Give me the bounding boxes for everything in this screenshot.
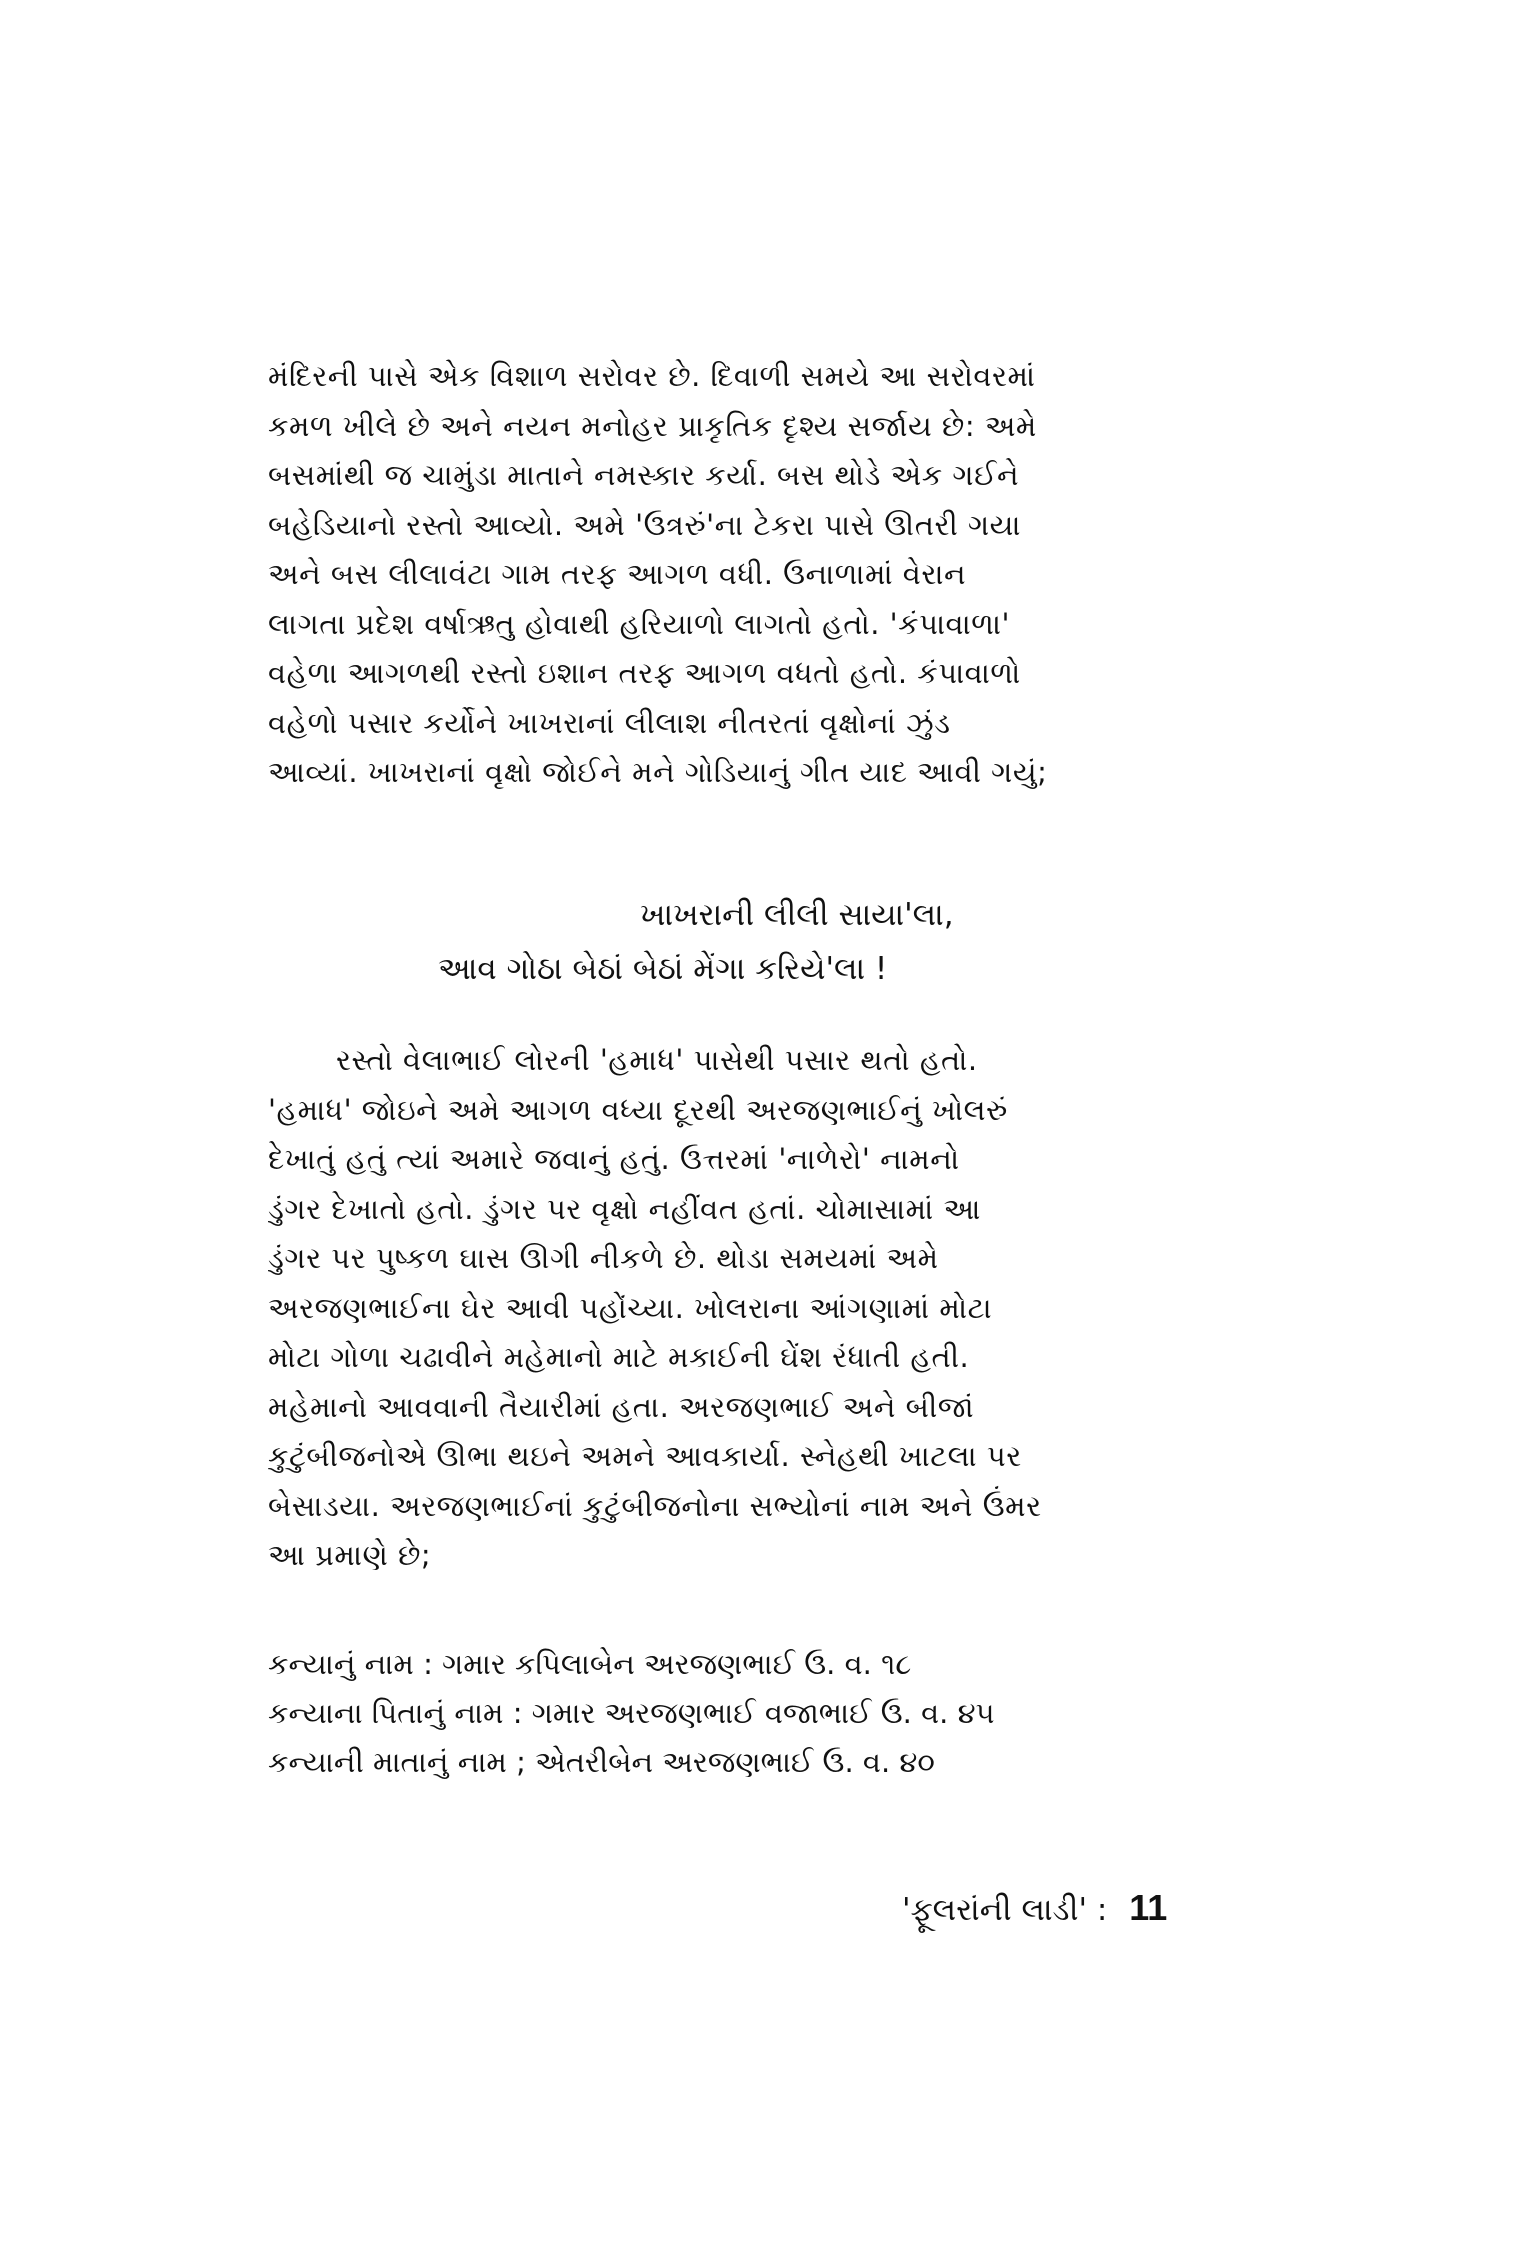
poem-couplet [268, 888, 1280, 996]
paragraph-arrival [268, 1036, 1280, 1581]
text-line: બહેડિયાનો રસ્તો આવ્યો. અમે 'ઉત્રરું'ના ટેકરા પાસે ઊતરી ગયા [268, 507, 1022, 542]
text-line: 'હમાધ' જોઇને અમે આગળ વધ્યા દૂરથી અરજણભાઈનું ખોલરું [268, 1092, 1008, 1127]
text-line: કુટુંબીજનોએ ઊભા થઇને અમને આવકાર્યા. સ્નેહથી ખાટલા પર [268, 1439, 1022, 1473]
family-member-list [268, 1640, 1280, 1787]
text-line: વહેળો પસાર કર્યોને ખાખરાનાં લીલાશ નીતરતાં વૃક્ષોનાં ઝુંડ [268, 705, 951, 740]
paragraph-temple-journey [268, 352, 1280, 798]
text-line: લાગતા પ્રદેશ વર્ષાઋતુ હોવાથી હરિયાળો લાગતો હતો. 'કંપાવાળા' [268, 606, 1010, 641]
text-line: અરજણભાઈના ઘેર આવી પહોંચ્યા. ખોલરાના આંગણામાં મોટા [268, 1290, 993, 1325]
text-line: વહેળા આગળથી રસ્તો ઇશાન તરફ આગળ વધતો હતો. કંપાવાળો [268, 656, 1021, 690]
text-line: મોટા ગોળા ચઢાવીને મહેમાનો માટે મકાઈની ઘેંશ રંધાતી હતી. [268, 1340, 970, 1374]
text-line: મંદિરની પાસે એક વિશાળ સરોવર છે. દિવાળી સમયે આ સરોવરમાં [268, 359, 1036, 393]
text-line: ડુંગર દેખાતો હતો. ડુંગર પર વૃક્ષો નહીંવત હતાં. ચોમાસામાં આ [268, 1191, 981, 1226]
text-line: ડુંગર પર પુષ્કળ ઘાસ ઊગી નીકળે છે. થોડા સમયમાં અમે [268, 1241, 939, 1275]
text-line: આ પ્રમાણે છે; [268, 1538, 432, 1572]
running-title: 'ફૂલરાંની લાડી' : [902, 1892, 1108, 1928]
text-line: બસમાંથી જ ચામુંડા માતાને નમસ્કાર કર્યા. બસ થોડે એક ગઈને [268, 458, 1020, 492]
text-line: બેસાડયા. અરજણભાઈનાં કુટુંબીજનોના સભ્યોનાં નામ અને ઉંમર [268, 1488, 1042, 1523]
list-item: કન્યાની માતાનું નામ ; એતરીબેન અરજણભાઈ ઉ. વ. ૪૦ [268, 1745, 935, 1779]
poem-line-2: આવ ગોઠા બેઠાં બેઠાં મેંગા કરિયે'લા ! [438, 951, 888, 987]
text-line: કમળ ખીલે છે અને નયન મનોહર પ્રાકૃતિક દૃશ્ય સર્જાય છે: અમે [268, 408, 1037, 443]
page-footer [902, 1888, 1167, 1930]
text-line: રસ્તો વેલાભાઈ લોરની 'હમાધ' પાસેથી પસાર થતો હતો. [336, 1043, 978, 1077]
text-line: આવ્યાં. ખાખરાનાં વૃક્ષો જોઈને મને ગોડિયાનું ગીત યાદ આવી ગયું; [268, 755, 1048, 789]
page-number: 11 [1129, 1887, 1168, 1928]
list-item: કન્યાના પિતાનું નામ : ગમાર અરજણભાઈ વજાભાઈ ઉ. વ. ૪૫ [268, 1696, 995, 1730]
list-item: કન્યાનું નામ : ગમાર કપિલાબેન અરજણભાઈ ઉ. વ. ૧૮ [268, 1647, 912, 1681]
poem-line-1: ખાખરાની લીલી સાયા'લા, [640, 897, 954, 933]
text-line: દેખાતું હતું ત્યાં અમારે જવાનું હતું. ઉત્તરમાં 'નાળેરો' નામનો [268, 1142, 960, 1176]
text-line: અને બસ લીલાવંટા ગામ તરફ આગળ વધી. ઉનાળામાં વેરાન [268, 557, 967, 591]
text-line: મહેમાનો આવવાની તૈયારીમાં હતા. અરજણભાઈ અને બીજાં [268, 1389, 975, 1424]
